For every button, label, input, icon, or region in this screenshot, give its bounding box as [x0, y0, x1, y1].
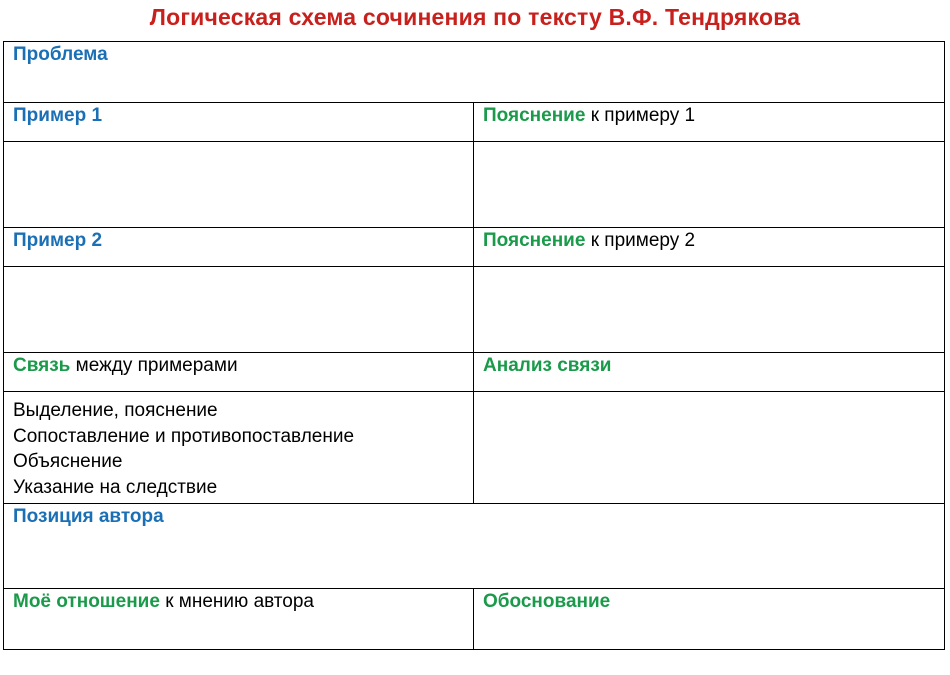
author-position-row	[4, 504, 945, 589]
example1-label-cell	[4, 103, 474, 142]
example1-explanation-cell	[474, 103, 945, 142]
example2-label: Пример 2	[13, 230, 103, 251]
example1-body-cell	[4, 142, 474, 228]
connection-header-row	[4, 353, 945, 392]
my-attitude-label-bold: Моё отношение	[13, 591, 160, 612]
essay-scheme-table	[3, 41, 945, 650]
connection-analysis-body-cell	[474, 392, 945, 504]
problem-cell	[4, 42, 945, 103]
connection-types-cell	[4, 392, 474, 504]
example2-explanation-rest: к примеру 2	[585, 230, 696, 251]
example1-header-row	[4, 103, 945, 142]
example1-explanation-bold: Пояснение	[483, 105, 586, 126]
example2-explanation-body-cell	[474, 267, 945, 353]
example1-label: Пример 1	[13, 105, 103, 126]
author-position-label: Позиция автора	[13, 506, 164, 527]
problem-row	[4, 42, 945, 103]
connection-label-cell	[4, 353, 474, 392]
justification-label: Обоснование	[483, 591, 611, 612]
example2-header-row	[4, 228, 945, 267]
connection-analysis-cell	[474, 353, 945, 392]
connection-type-item: Сопоставление и противопоставление	[13, 425, 355, 447]
author-position-cell	[4, 504, 945, 589]
connection-type-item: Указание на следствие	[13, 476, 218, 498]
connection-type-item: Объяснение	[13, 451, 123, 472]
connection-analysis-label: Анализ связи	[483, 355, 612, 376]
example1-body-row	[4, 142, 945, 228]
example2-explanation-cell	[474, 228, 945, 267]
my-attitude-label-rest: к мнению автора	[159, 591, 314, 612]
connection-body-row	[4, 392, 945, 504]
example2-body-row	[4, 267, 945, 353]
connection-label-bold: Связь	[13, 355, 71, 376]
example2-body-cell	[4, 267, 474, 353]
my-attitude-cell	[4, 589, 474, 650]
problem-label: Проблема	[13, 44, 108, 65]
my-attitude-row	[4, 589, 945, 650]
connection-label-rest: между примерами	[70, 355, 238, 376]
example1-explanation-rest: к примеру 1	[585, 105, 696, 126]
page-title: Логическая схема сочинения по тексту В.Ф. Тендрякова	[149, 4, 801, 30]
example1-explanation-body-cell	[474, 142, 945, 228]
justification-cell	[474, 589, 945, 650]
connection-type-item: Выделение, пояснение	[13, 400, 218, 421]
example2-label-cell	[4, 228, 474, 267]
example2-explanation-bold: Пояснение	[483, 230, 586, 251]
